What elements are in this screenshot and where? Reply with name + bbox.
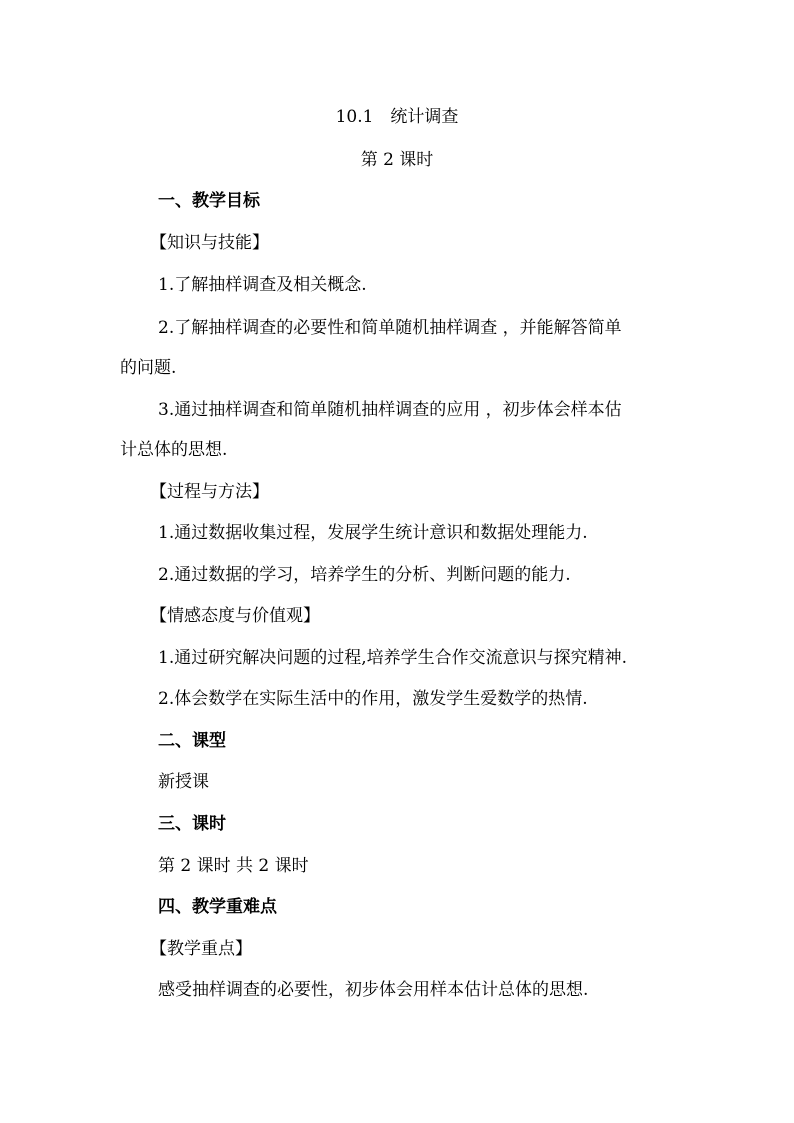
section-heading-hours: 三、课时 (158, 814, 226, 834)
process-item-1: 1.通过数据收集过程，发展学生统计意识和数据处理能力. (158, 523, 588, 543)
section-heading-type: 二、课型 (158, 731, 226, 751)
subheading-attitude: 【情感态度与价值观】 (150, 606, 320, 626)
knowledge-item-2-line-1: 2.了解抽样调查的必要性和简单随机抽样调查 ，并能解答简单 (158, 318, 622, 338)
subheading-focus: 【教学重点】 (150, 939, 252, 959)
subheading-process: 【过程与方法】 (150, 482, 269, 502)
section-heading-key-points: 四、教学重难点 (158, 897, 277, 917)
subheading-knowledge: 【知识与技能】 (150, 233, 269, 253)
knowledge-item-3-line-2: 计总体的思想. (120, 440, 228, 460)
knowledge-item-2-line-2: 的问题. (120, 358, 177, 378)
focus-text: 感受抽样调查的必要性，初步体会用样本估计总体的思想. (158, 980, 589, 1000)
section-heading-goals: 一、教学目标 (158, 191, 260, 211)
lesson-number: 第 2 课时 (360, 150, 434, 170)
knowledge-item-1: 1.了解抽样调查及相关概念. (158, 275, 367, 295)
attitude-item-2: 2.体会数学在实际生活中的作用，激发学生爱数学的热情. (158, 689, 588, 709)
knowledge-item-3-line-1: 3.通过抽样调查和简单随机抽样调查的应用 ，初步体会样本估 (158, 400, 622, 420)
lesson-type-value: 新授课 (158, 772, 209, 792)
lesson-hours-value: 第 2 课时 共 2 课时 (158, 856, 309, 876)
document-title: 10.1 统计调查 (335, 107, 459, 127)
process-item-2: 2.通过数据的学习，培养学生的分析、判断问题的能力. (158, 565, 571, 585)
attitude-item-1: 1.通过研究解决问题的过程,培养学生合作交流意识与探究精神. (158, 648, 628, 668)
